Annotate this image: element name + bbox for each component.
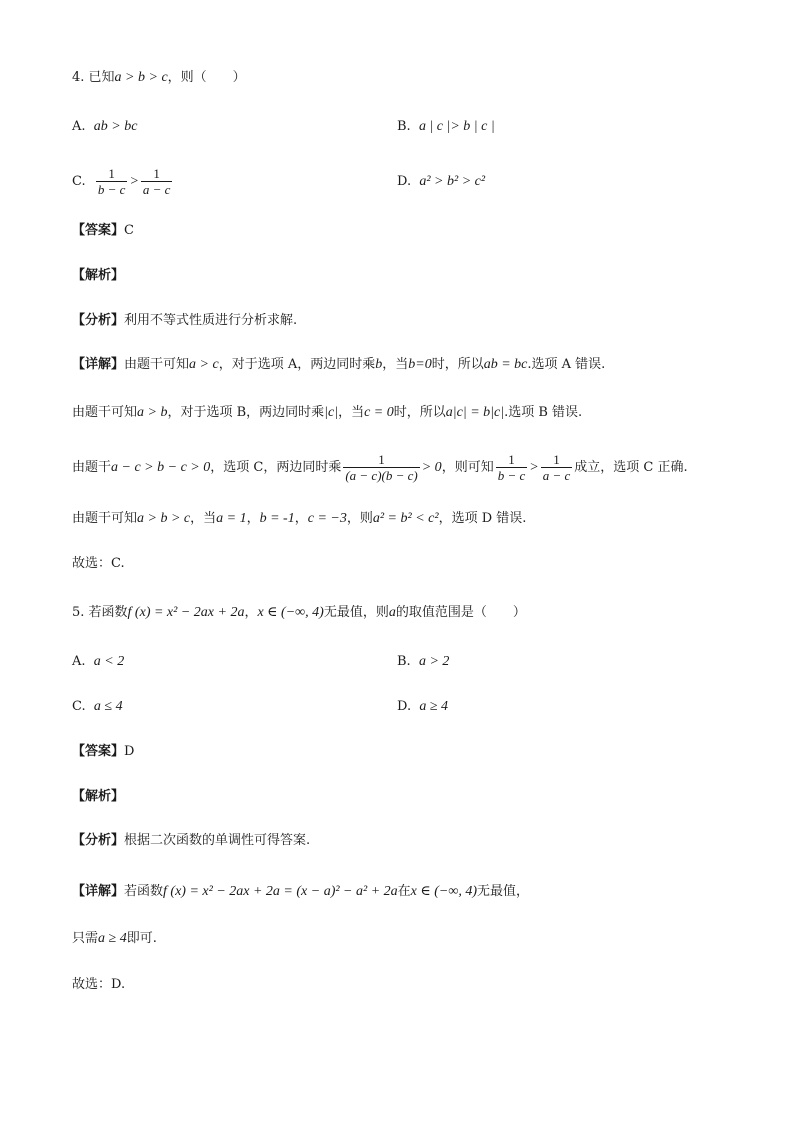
q5-option-c: C. a ≤ 4 <box>72 699 123 714</box>
q4-conclusion: 故选：C. <box>72 556 125 571</box>
q5-answer: 【答案】D <box>72 744 135 759</box>
fraction: $\frac{1}{(a - c)(b - c)}$ <box>345 452 418 483</box>
q4-stem: 4. 已知a > b > c，则（ ） <box>72 70 246 85</box>
q4-detail-line-1: 【详解】由题干可知a > c，对于选项 A，两边同时乘b，当b=0时，所以ab = bc.选项 A 错误. <box>72 357 606 372</box>
q4-fenxi: 【分析】利用不等式性质进行分析求解. <box>72 313 298 328</box>
q5-option-b: B. a > 2 <box>397 654 450 669</box>
q4-option-b: B. a | c |> b | c | <box>397 119 495 134</box>
q4-option-a: A. ab > bc <box>72 119 138 134</box>
q5-option-d: D. a ≥ 4 <box>397 699 449 714</box>
q4-detail-line-3: 由题干a − c > b − c > 0，选项 C，两边同时乘 $\frac{1}{(a - c)(b - c)}$ > 0，则可知 $\frac{1}{b - c}$ > $\frac{1}{a - c}$ 成立，选项 C 正确. <box>72 452 688 483</box>
fraction: $\frac{1}{b - c}$ <box>497 452 526 483</box>
q4-detail-line-2: 由题干可知a > b，对于选项 B，两边同时乘|c|，当c = 0时，所以a|c| = b|c|.选项 B 错误. <box>72 405 583 420</box>
fraction: $\frac{1}{b - c}$ <box>97 166 126 197</box>
q5-detail-line-2: 只需a ≥ 4即可. <box>72 931 157 946</box>
fraction: $\frac{1}{a - c}$ <box>142 166 171 197</box>
q4-answer: 【答案】C <box>72 223 134 238</box>
q5-conclusion: 故选：D. <box>72 977 126 992</box>
q4-option-d: D. a² > b² > c² <box>397 174 486 189</box>
q4-option-c: C. $\frac{1}{b - c}$ > $\frac{1}{a - c}$ <box>72 166 171 197</box>
q5-detail-line-1: 【详解】若函数f (x) = x² − 2ax + 2a = (x − a)² − a² + 2a在x ∈ (−∞, 4)无最值， <box>72 884 530 899</box>
q5-option-a: A. a < 2 <box>72 654 125 669</box>
q5-stem: 5. 若函数f (x) = x² − 2ax + 2a，x ∈ (−∞, 4)无最值，则a的取值范围是（ ） <box>72 605 526 620</box>
q5-fenxi: 【分析】根据二次函数的单调性可得答案. <box>72 833 311 848</box>
fraction: $\frac{1}{a - c}$ <box>542 452 571 483</box>
q4-analysis-heading: 【解析】 <box>72 268 125 283</box>
q4-detail-line-4: 由题干可知a > b > c，当a = 1，b = -1，c = −3，则a² = b² < c²，选项 D 错误. <box>72 511 527 526</box>
q5-analysis-heading: 【解析】 <box>72 789 125 804</box>
